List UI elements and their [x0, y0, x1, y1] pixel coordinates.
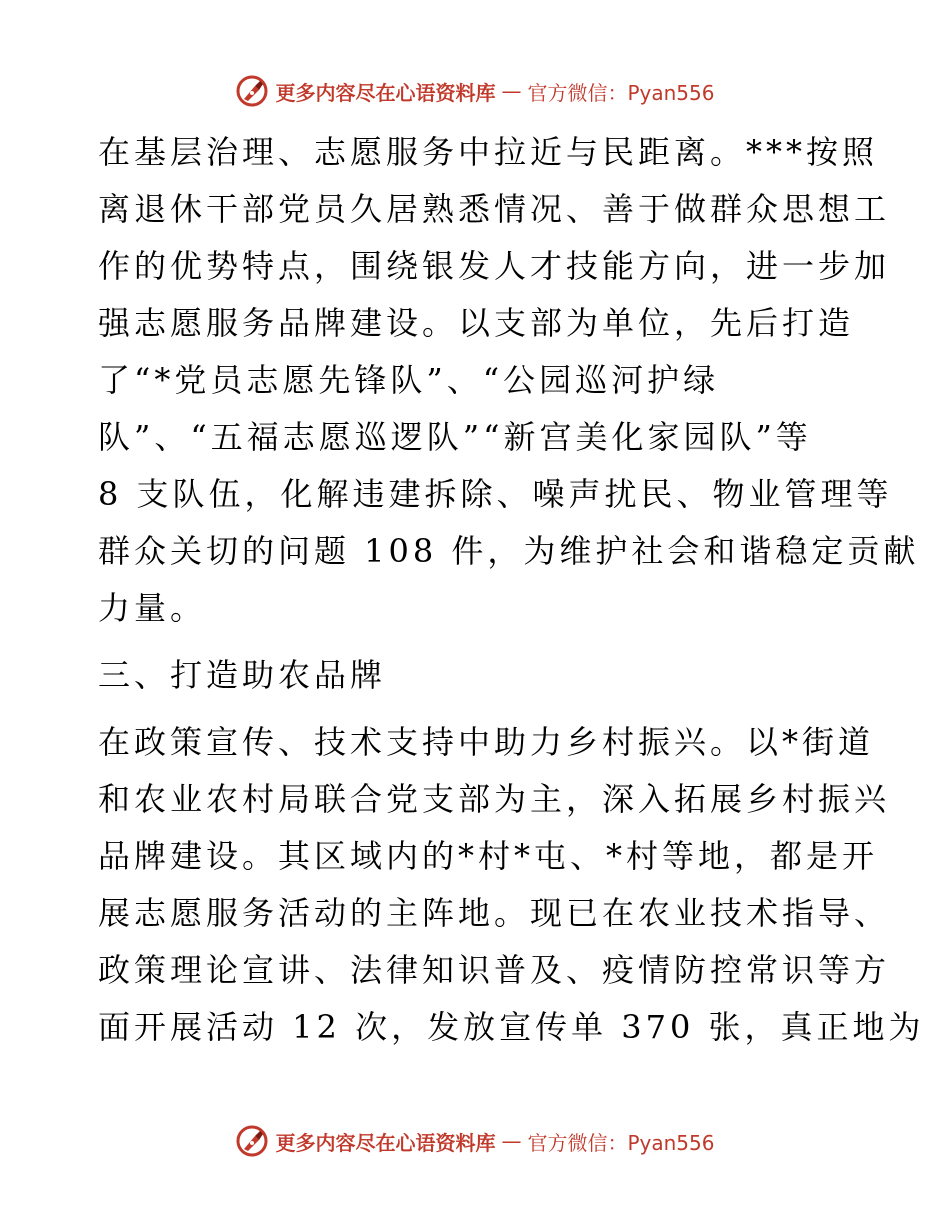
text-line: 在政策宣传、技术支持中助力乡村振兴。以*街道 — [98, 723, 875, 761]
paragraph-gap — [98, 637, 858, 647]
banner-main-text: 更多内容尽在心语资料库 — [275, 1130, 496, 1155]
banner-dash: — — [501, 79, 522, 103]
paragraph-agriculture — [98, 714, 925, 1056]
pen-nib-circle-icon — [235, 74, 269, 108]
text-line: 8 支队伍，化解违建拆除、噪声扰民、物业管理等 — [98, 475, 893, 513]
text-line: 展志愿服务活动的主阵地。现已在农业技术指导、 — [98, 894, 891, 932]
text-line: 作的优势特点，围绕银发人才技能方向，进一步加 — [98, 247, 891, 285]
text-line: 离退休干部党员久居熟悉情况、善于做群众思想工 — [98, 190, 891, 228]
text-line: 强志愿服务品牌建设。以支部为单位，先后打造 — [98, 304, 855, 342]
document-body — [98, 124, 925, 1056]
banner-main-text: 更多内容尽在心语资料库 — [275, 80, 496, 105]
text-line: 在基层治理、志愿服务中拉近与民距离。***按照 — [98, 133, 879, 171]
footer-banner — [0, 1121, 950, 1161]
banner-dash: — — [501, 1129, 522, 1153]
text-line: 和农业农村局联合党支部为主，深入拓展乡村振兴 — [98, 780, 891, 818]
text-line: 政策理论宣讲、法律知识普及、疫情防控常识等方 — [98, 951, 891, 989]
text-line: 队”、“五福志愿巡逻队”“新宫美化家园队”等 — [98, 418, 812, 456]
section-heading — [98, 647, 858, 704]
banner-wechat-handle: 官方微信：Pyan556 — [527, 1130, 715, 1155]
banner-wechat-handle: 官方微信：Pyan556 — [527, 80, 715, 105]
heading-line: 三、打造助农品牌 — [98, 656, 387, 694]
text-line: 了“*党员志愿先锋队”、“公园巡河护绿 — [98, 361, 720, 399]
text-line: 品牌建设。其区域内的*村*屯、*村等地，都是开 — [98, 837, 879, 875]
paragraph-volunteer — [98, 124, 920, 637]
text-line: 力量。 — [98, 589, 207, 627]
text-line: 面开展活动 12 次，发放宣传单 370 张，真正地为 — [98, 1008, 925, 1046]
pen-nib-circle-icon — [235, 1124, 269, 1158]
header-banner — [0, 71, 950, 111]
text-line: 群众关切的问题 108 件，为维护社会和谐稳定贡献 — [98, 532, 920, 570]
paragraph-gap — [98, 704, 858, 714]
